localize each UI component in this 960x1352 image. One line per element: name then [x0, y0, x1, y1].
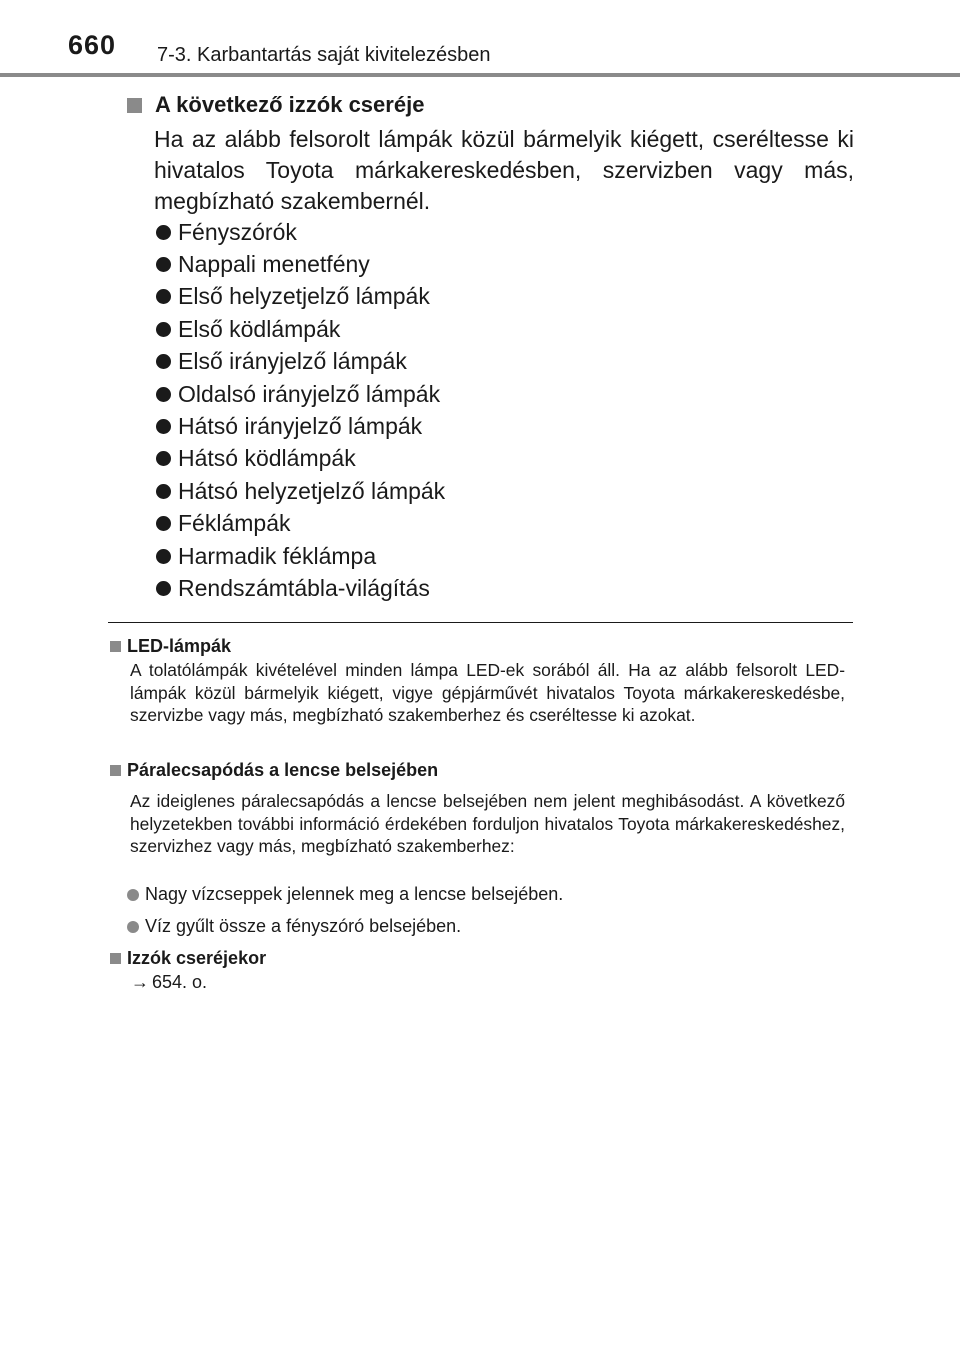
bullet-dot-icon	[127, 921, 139, 933]
list-item	[154, 410, 445, 442]
section-title-text: A következő izzók cseréje	[155, 92, 425, 117]
bullet-dot-icon	[156, 322, 171, 337]
section-title-bulbs	[127, 92, 424, 118]
list-item	[154, 216, 445, 248]
bullet-dot-icon	[156, 419, 171, 434]
list-item-text: Hátsó irányjelző lámpák	[178, 413, 423, 440]
bullet-dot-icon	[156, 289, 171, 304]
list-item-text: Első irányjelző lámpák	[178, 348, 407, 375]
square-bullet-icon	[110, 641, 121, 652]
square-bullet-icon	[110, 765, 121, 776]
bullet-dot-icon	[156, 516, 171, 531]
bullet-dot-icon	[156, 225, 171, 240]
bullet-dot-icon	[156, 387, 171, 402]
list-item	[154, 508, 445, 540]
list-item	[127, 916, 461, 937]
list-item-text: Rendszámtábla-világítás	[178, 574, 430, 601]
list-item-text: Víz gyűlt össze a fényszóró belsejében.	[145, 916, 462, 936]
section-intro: Ha az alább felsorolt lámpák közül bármelyik kiégett, cseréltesse ki hivatalos Toyota márkakereskedésben, szervizben vagy más, megbízható szakembernél.	[154, 126, 854, 214]
bullet-dot-icon	[127, 889, 139, 901]
note-title-replacing	[110, 948, 266, 969]
list-item	[154, 281, 445, 313]
list-item	[154, 475, 445, 507]
list-item-text: Fényszórók	[178, 218, 297, 245]
list-item-text: Hátsó helyzetjelző lámpák	[178, 477, 446, 504]
bullet-dot-icon	[156, 354, 171, 369]
bullet-dot-icon	[156, 549, 171, 564]
note-title-text: Izzók cseréjekor	[127, 948, 267, 968]
chapter-title: 7-3. Karbantartás saját kivitelezésben	[157, 44, 491, 66]
list-item	[154, 346, 445, 378]
note-title-condensation	[110, 760, 438, 781]
section-divider	[108, 622, 853, 623]
page-reference-text: 654. o.	[152, 972, 208, 992]
page-number: 660	[68, 30, 117, 60]
bulb-list	[154, 216, 445, 605]
list-item-text: Első helyzetjelző lámpák	[178, 283, 430, 310]
list-item	[154, 378, 445, 410]
note-title-text: Páralecsapódás a lencse belsejében	[127, 760, 439, 780]
note-title-text: LED-lámpák	[127, 636, 232, 656]
arrow-right-icon: →	[131, 972, 149, 992]
list-item	[127, 884, 563, 905]
note-body-condensation: Az ideiglenes páralecsapódás a lencse belsejében nem jelent meghibásodást. A következő helyzetekben további információ érdekében forduljon hivatalos Toyota márkakereskedéshez, szervizhez vagy más, megbízható szakemberhez:	[130, 791, 845, 856]
page-header	[0, 0, 960, 80]
square-bullet-icon	[127, 98, 142, 113]
page-reference[interactable]	[131, 972, 207, 993]
square-bullet-icon	[110, 953, 121, 964]
note-title-led	[110, 636, 231, 657]
list-item-text: Harmadik féklámpa	[178, 542, 377, 569]
bullet-dot-icon	[156, 484, 171, 499]
bullet-dot-icon	[156, 257, 171, 272]
list-item	[154, 248, 445, 280]
bullet-dot-icon	[156, 451, 171, 466]
list-item-text: Nagy vízcseppek jelennek meg a lencse belsejében.	[145, 884, 564, 904]
list-item	[154, 313, 445, 345]
list-item-text: Oldalsó irányjelző lámpák	[178, 380, 441, 407]
list-item	[154, 572, 445, 604]
list-item	[154, 443, 445, 475]
note-body-led: A tolatólámpák kivételével minden lámpa LED-ek sorából áll. Ha az alább felsorolt LED-lámpák közül bármelyik kiégett, vigye gépjárművét hivatalos Toyota márkakereskedésbe, szervizbe vagy más, megbízható szakemberhez és cseréltesse ki azokat.	[130, 660, 845, 725]
header-rule	[0, 73, 960, 77]
list-item-text: Féklámpák	[178, 510, 291, 537]
list-item-text: Hátsó ködlámpák	[178, 445, 356, 472]
list-item	[154, 540, 445, 572]
list-item-text: Nappali menetfény	[178, 251, 370, 278]
list-item-text: Első ködlámpák	[178, 315, 341, 342]
bullet-dot-icon	[156, 581, 171, 596]
